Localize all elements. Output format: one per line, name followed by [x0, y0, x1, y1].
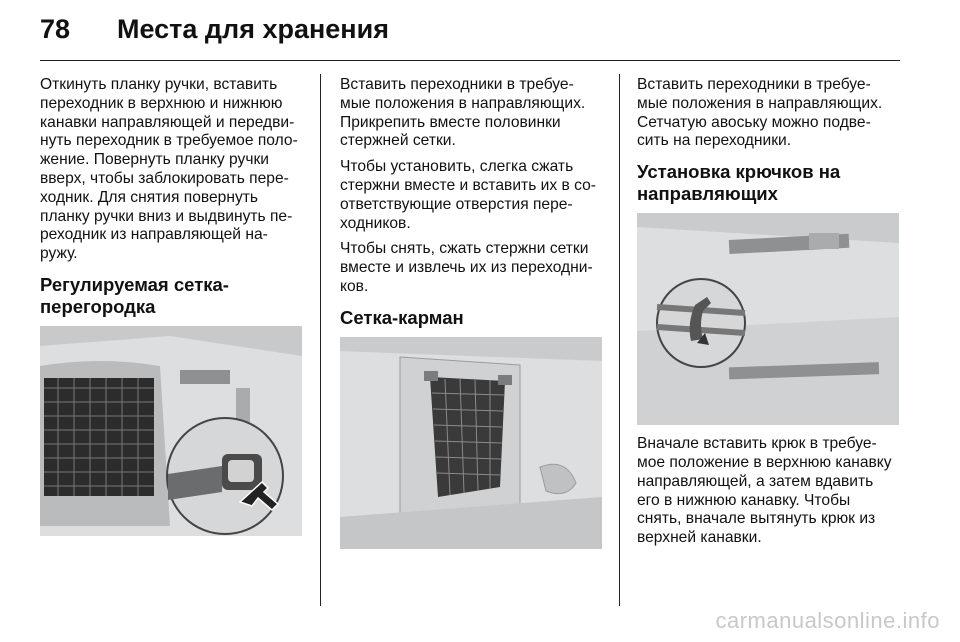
section-heading-hooks: Установка крючков на направляющих — [637, 161, 841, 205]
section-heading-partition-net: Регулируемая сетка- перегородка — [40, 273, 229, 317]
section-heading-net-pocket: Сетка-карман — [340, 306, 464, 328]
page-header — [40, 14, 900, 52]
remove-instructions: Чтобы снять, сжать стержни сетки вместе и извлечь их из переходни- ков. — [340, 240, 593, 295]
hook-instructions: Вначале вставить крюк в требуе- мое положение в верхнюю канавку направляющей, а затем вдавить его в нижнюю канавку. Чтобы снять, вначале вытянуть крюк из верхней канавки. — [637, 435, 892, 547]
hooks-illustration — [637, 213, 899, 425]
page-number: 78 — [40, 14, 71, 44]
column-divider-left — [320, 74, 321, 606]
column-3 — [637, 76, 899, 555]
partition-net-illustration — [40, 326, 302, 536]
adapter-instructions: Откинуть планку ручки, вставить переходник в верхнюю и нижнюю канавки направляющей и передви- нуть переходник в требуемое поло- жение. Повернуть планку ручки вверх, чтобы заблокировать пере- ходник. Для снятия повернуть планку ручки вниз и выдвинуть пе- реходник из направляющей на- ружу. — [40, 76, 298, 263]
watermark: carmanualsonline.info — [715, 608, 940, 633]
net-pocket-illustration — [340, 337, 602, 549]
column-2 — [340, 76, 602, 559]
net-adapter-instructions: Вставить переходники в требуе- мые положения в направляющих. Прикрепить вместе половинки стержней сетки. — [340, 76, 586, 150]
column-divider-right — [619, 74, 620, 606]
header-rule — [40, 60, 900, 61]
pocket-adapter-instructions: Вставить переходники в требуе- мые положения в направляющих. Сетчатую авоську можно подве- сить на переходники. — [637, 76, 883, 150]
column-1 — [40, 76, 302, 546]
install-instructions: Чтобы установить, слегка сжать стержни вместе и вставить их в со- ответствующие отверстия пере- ходников. — [340, 158, 596, 232]
page-title: Места для хранения — [117, 14, 389, 44]
